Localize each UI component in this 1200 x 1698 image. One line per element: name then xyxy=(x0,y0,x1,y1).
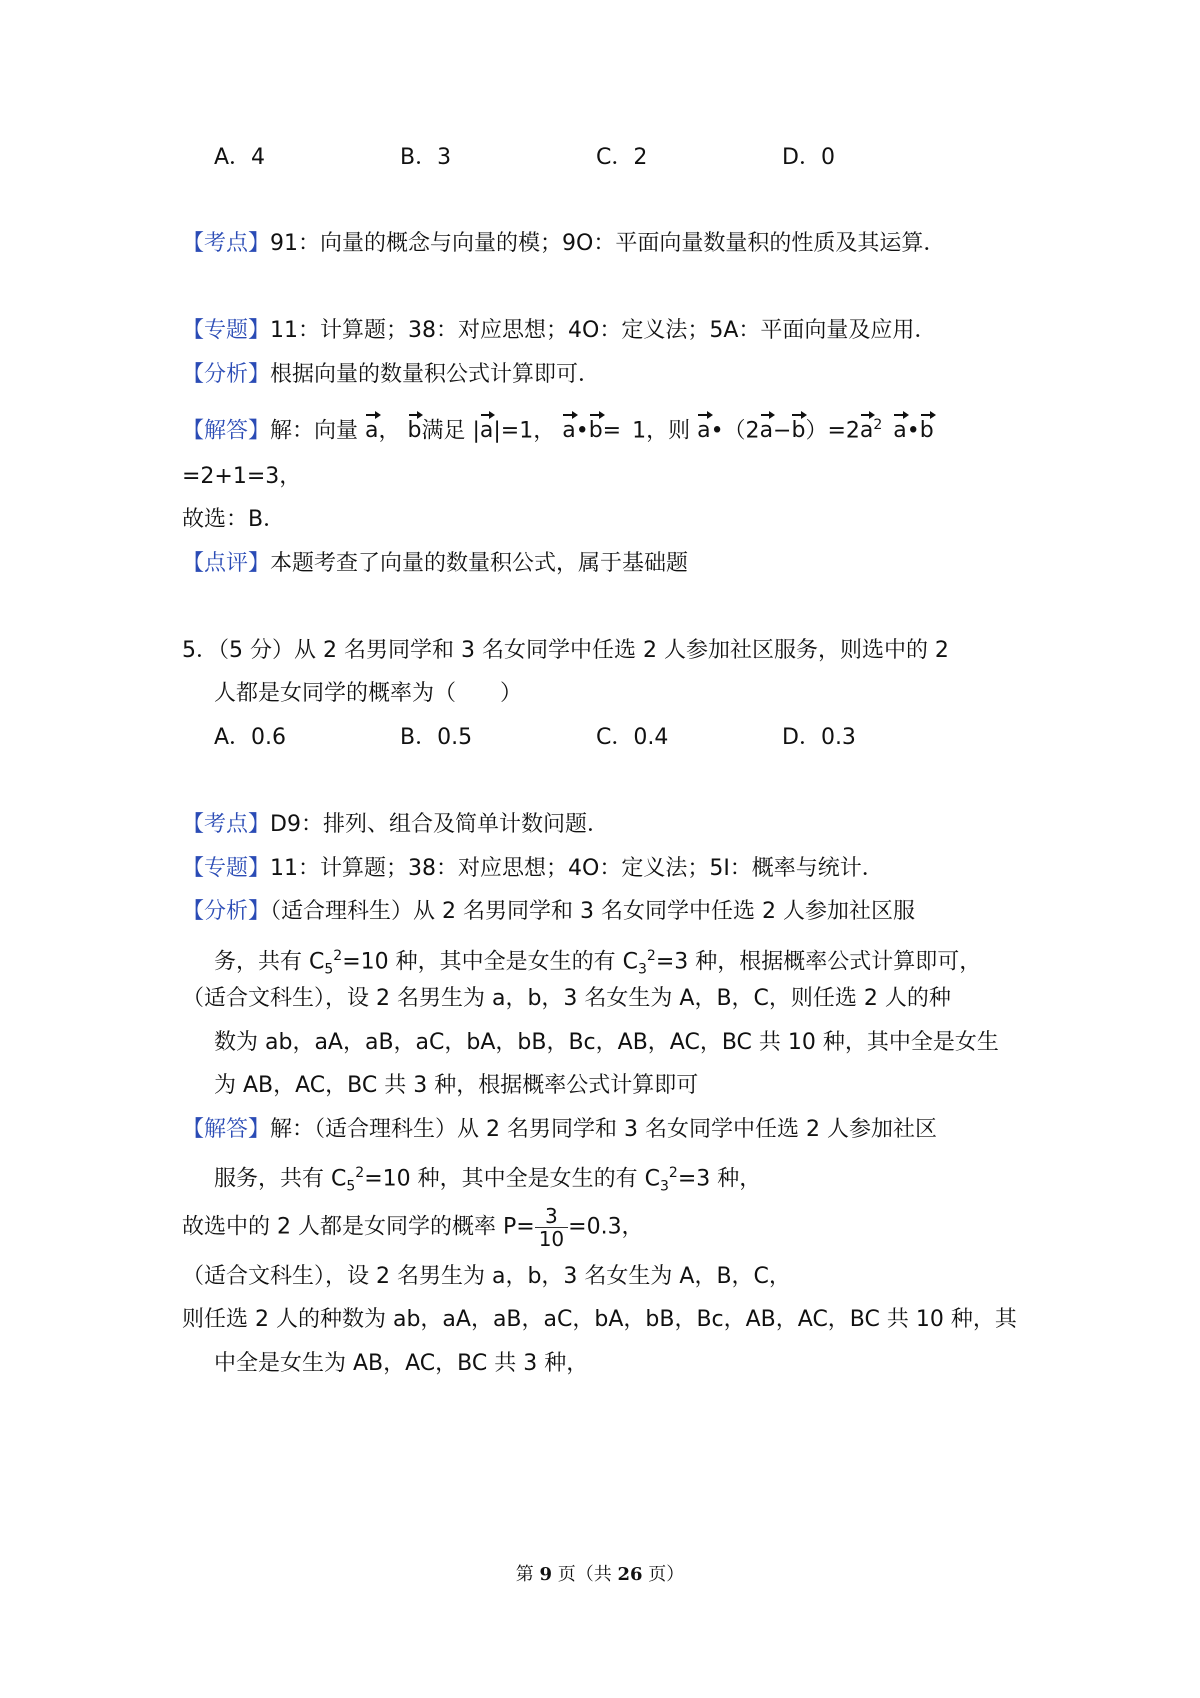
q5-jieda-line2 xyxy=(214,1158,1064,1202)
q4-kaodian-text: 91：向量的概念与向量的模；9O：平面向量数量积的性质及其运算． xyxy=(270,231,946,256)
vector-b: b xyxy=(589,412,603,446)
kaodian-tag: 【考点】 xyxy=(182,812,271,837)
footer-text: 第 xyxy=(515,1564,540,1585)
fenxi-tag: 【分析】 xyxy=(182,362,271,387)
q4-option-a: A．4 xyxy=(214,145,266,170)
q5-fenxi xyxy=(182,897,1032,927)
q4-jieda: 【解答】解：向量 a， b满足 |a|=1， a•b= 1，则 $a•(2a-b)=2a^2$ a•b xyxy=(182,410,1032,446)
page-number: 9 xyxy=(539,1564,552,1585)
page-footer xyxy=(0,1560,1200,1586)
q4-answer: 故选：B． xyxy=(182,507,286,532)
combination-superscript: 2 xyxy=(355,1165,365,1181)
q5-fenxi-text: =3 种，根据概率公式计算即可， xyxy=(655,949,982,975)
dot-operator: • xyxy=(906,418,920,444)
q5-fenxi-line5: 为 AB，AC，BC 共 3 种，根据概率公式计算即可 xyxy=(214,1073,699,1098)
total-pages: 26 xyxy=(617,1564,643,1585)
jieda-tag: 【解答】 xyxy=(182,418,271,444)
q5-fenxi-line4: 数为 ab，aA，aB，aC，bA，bB，Bc，AB，AC，BC 共 10 种，其中全是女生 xyxy=(214,1030,999,1055)
q4-zhuanti xyxy=(182,316,1032,346)
q5-fenxi-line2 xyxy=(214,941,1064,985)
combination-superscript: 2 xyxy=(668,1165,678,1181)
combination-superscript: 2 xyxy=(646,948,656,964)
q5-zhuanti-text: 11：计算题；38：对应思想；4O：定义法；5I：概率与统计． xyxy=(270,856,884,881)
vector-b: b xyxy=(791,412,805,446)
q4-kaodian xyxy=(182,229,1032,259)
q4-option-b: B．3 xyxy=(400,145,452,170)
q4-options xyxy=(214,143,1014,173)
vector-b: b xyxy=(408,412,422,446)
vector-a: a xyxy=(697,412,710,446)
q5-kaodian-text: D9：排列、组合及简单计数问题． xyxy=(270,812,609,837)
minus-operator: − xyxy=(773,418,792,444)
zhuanti-tag: 【专题】 xyxy=(182,318,271,343)
q5-fenxi-text: =10 种，其中全是女生的有 C xyxy=(342,949,638,975)
q5-wen-line2: 则任选 2 人的种数为 ab，aA，aB，aC，bA，bB，Bc，AB，AC，BC 共 10 种，其 xyxy=(182,1307,1017,1332)
q5-jieda-text: =10 种，其中全是女生的有 C xyxy=(364,1166,660,1192)
vector-a: a xyxy=(860,412,873,446)
q5-option-a: A．0.6 xyxy=(214,725,287,750)
vector-a: a xyxy=(760,412,773,446)
q5-zhuanti xyxy=(182,854,1032,884)
q4-modulus: |=1， xyxy=(493,418,556,444)
q5-option-d: D．0.3 xyxy=(782,725,856,750)
footer-text: 页（共 xyxy=(552,1564,618,1585)
q5-probability-prefix: 故选中的 2 人都是女同学的概率 P= xyxy=(182,1214,535,1240)
q4-jieda-prefix: 解：向量 xyxy=(270,418,359,444)
q5-jieda xyxy=(182,1115,1032,1145)
q5-wen-line1: （适合文科生），设 2 名男生为 a，b，3 名女生为 A，B，C， xyxy=(182,1264,791,1289)
q5-option-b: B．0.5 xyxy=(400,725,473,750)
combination-subscript: 5 xyxy=(346,1178,356,1195)
combination-subscript: 5 xyxy=(324,961,334,978)
q4-option-d: D．0 xyxy=(782,145,835,170)
q5-probability-suffix: =0.3， xyxy=(568,1214,644,1240)
vector-a: a xyxy=(480,412,493,446)
q4-condition: 满足 | xyxy=(421,418,480,444)
q4-dot-result: = 1，则 xyxy=(602,418,691,444)
q5-probability xyxy=(182,1205,1032,1250)
fraction xyxy=(535,1205,568,1250)
q4-dianping xyxy=(182,549,1032,579)
q4-dianping-text: 本题考查了向量的数量积公式，属于基础题 xyxy=(270,551,689,576)
q4-zhuanti-text: 11：计算题；38：对应思想；4O：定义法；5A：平面向量及应用． xyxy=(270,318,937,343)
q5-fenxi-line3: （适合文科生），设 2 名男生为 a，b，3 名女生为 A，B，C，则任选 2 人的种 xyxy=(182,986,951,1011)
square-superscript: 2 xyxy=(873,417,883,433)
q4-tail xyxy=(882,418,893,443)
q5-stem-line1: 5．（5 分）从 2 名男同学和 3 名女同学中任选 2 人参加社区服务，则选中的 2 xyxy=(182,638,949,663)
q5-jieda-text: =3 种， xyxy=(677,1166,762,1192)
vector-a: a xyxy=(893,412,906,446)
combination-subscript: 3 xyxy=(637,961,647,978)
vector-a: a xyxy=(562,412,575,446)
dot-operator: • xyxy=(575,418,589,444)
jieda-tag: 【解答】 xyxy=(182,1117,271,1142)
q4-expr-open: •（2 xyxy=(710,418,760,444)
zhuanti-tag: 【专题】 xyxy=(182,856,271,881)
fraction-denominator: 10 xyxy=(538,1227,565,1251)
q5-fenxi-text: 务，共有 C xyxy=(214,949,325,975)
combination-subscript: 3 xyxy=(659,1178,669,1195)
dianping-tag: 【点评】 xyxy=(182,551,271,576)
fenxi-tag: 【分析】 xyxy=(182,899,271,924)
q5-options xyxy=(214,723,1014,753)
fraction-numerator: 3 xyxy=(535,1205,568,1228)
q4-fenxi xyxy=(182,360,1032,390)
q4-jieda-line2: =2+1=3， xyxy=(182,464,302,489)
q5-stem-line2: 人都是女同学的概率为（ ） xyxy=(214,681,523,706)
q4-expr-close: ）=2 xyxy=(805,418,860,444)
q5-kaodian xyxy=(182,810,1032,840)
footer-text: 页） xyxy=(642,1564,685,1585)
q5-option-c: C．0.4 xyxy=(596,725,669,750)
vector-b: b xyxy=(920,412,934,446)
combination-superscript: 2 xyxy=(333,948,343,964)
q4-option-c: C．2 xyxy=(596,145,648,170)
q5-wen-line3: 中全是女生为 AB，AC，BC 共 3 种， xyxy=(214,1351,589,1376)
q5-jieda-text: 服务，共有 C xyxy=(214,1166,347,1192)
vector-a: a xyxy=(365,412,378,446)
q5-fenxi-line1: （适合理科生）从 2 名男同学和 3 名女同学中任选 2 人参加社区服 xyxy=(270,899,915,924)
q4-fenxi-text: 根据向量的数量积公式计算即可． xyxy=(270,362,601,387)
kaodian-tag: 【考点】 xyxy=(182,231,271,256)
q5-jieda-line1: 解：（适合理科生）从 2 名男同学和 3 名女同学中任选 2 人参加社区 xyxy=(270,1117,937,1142)
